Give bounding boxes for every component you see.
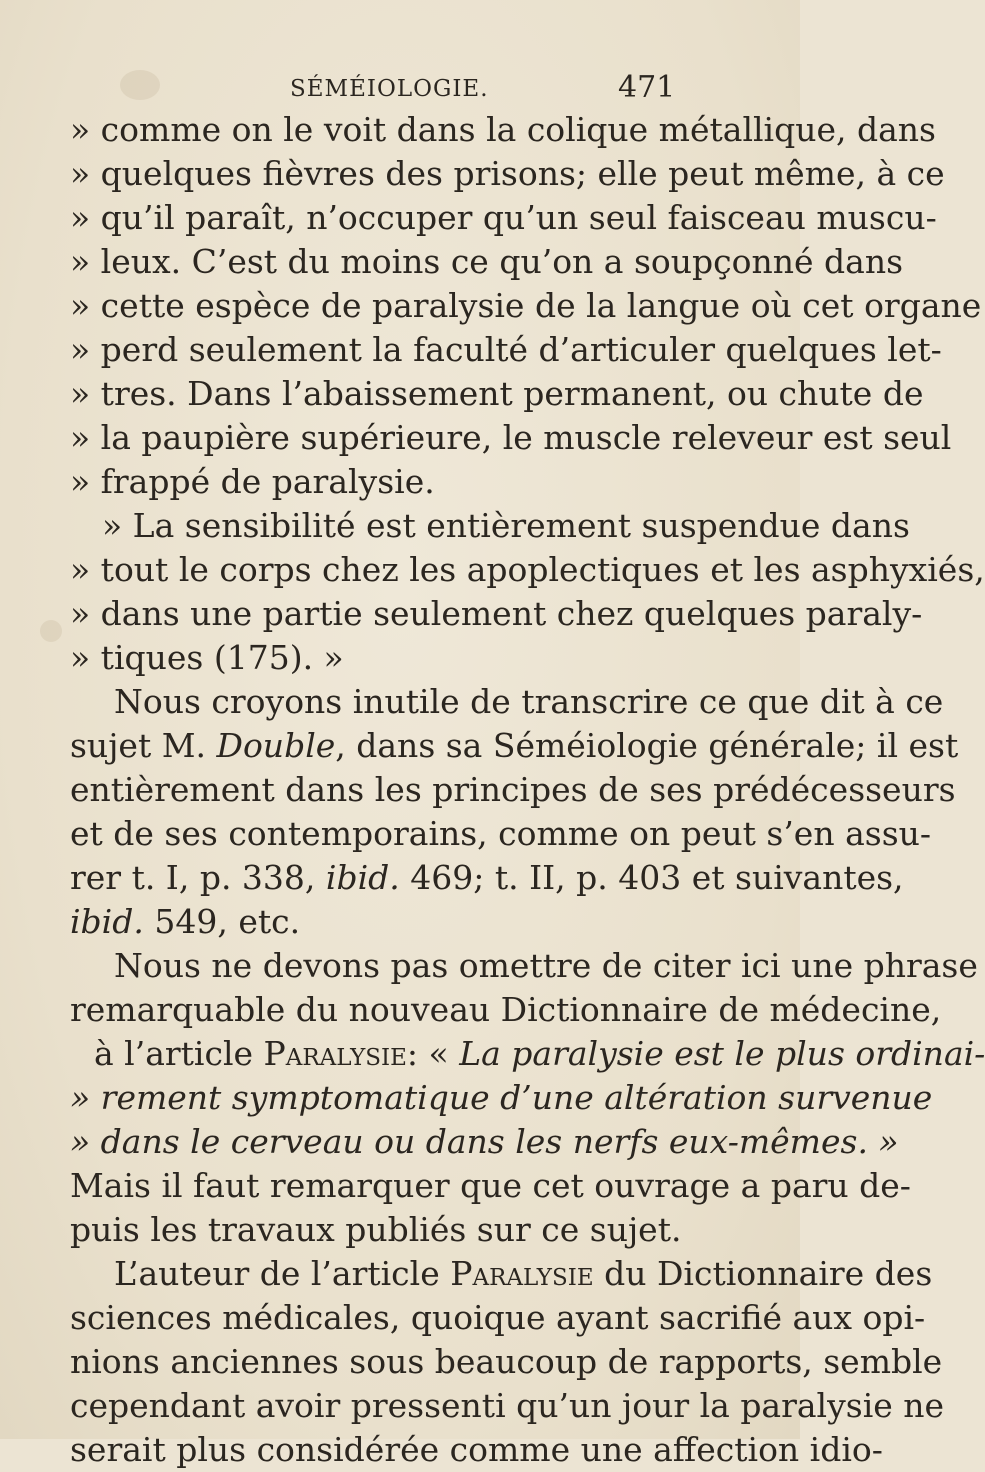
ibid-ref: ibid. bbox=[325, 858, 400, 897]
text-run: à l’article bbox=[94, 1034, 264, 1073]
quotation: » dans le cerveau ou dans les nerfs eux-mêmes. » bbox=[70, 1122, 899, 1161]
paper-stain bbox=[40, 620, 62, 642]
text-run: 549, etc. bbox=[143, 902, 301, 941]
text-line: serait plus considérée comme une affection idio- bbox=[70, 1430, 883, 1469]
text-line bbox=[70, 900, 790, 944]
text-line: remarquable du nouveau Dictionnaire de médecine, bbox=[70, 990, 942, 1029]
text-line: » qu’il paraît, n’occuper qu’un seul faisceau muscu- bbox=[70, 198, 937, 237]
text-line: Nous ne devons pas omettre de citer ici une phrase bbox=[114, 946, 978, 985]
text-line: » tiques (175). » bbox=[70, 638, 344, 677]
text-run: L’auteur de l’article bbox=[114, 1254, 451, 1293]
text-line: Mais il faut remarquer que cet ouvrage a paru de- bbox=[70, 1166, 911, 1205]
text-line bbox=[70, 1032, 985, 1076]
text-line bbox=[70, 1252, 933, 1296]
text-run: , dans sa Séméiologie générale; il est bbox=[335, 726, 959, 765]
text-line bbox=[70, 856, 904, 900]
text-run: rer t. I, p. 338, bbox=[70, 858, 326, 897]
quotation: La paralysie est le plus ordinai- bbox=[459, 1034, 985, 1073]
text-line: » frappé de paralysie. bbox=[70, 462, 435, 501]
text-run: sujet M. bbox=[70, 726, 217, 765]
body-text bbox=[70, 108, 985, 1472]
text-line: puis les travaux publiés sur ce sujet. bbox=[70, 1210, 682, 1249]
text-line: » perd seulement la faculté d’articuler quelques let- bbox=[70, 330, 942, 369]
text-line: » leux. C’est du moins ce qu’on a soupçonné dans bbox=[70, 242, 904, 281]
text-line: nions anciennes sous beaucoup de rapports, semble bbox=[70, 1342, 943, 1381]
text-line: cependant avoir pressenti qu’un jour la paralysie ne bbox=[70, 1386, 945, 1425]
text-run: 469; t. II, p. 403 et suivantes, bbox=[399, 858, 904, 897]
text-line bbox=[70, 1120, 899, 1164]
text-line: » quelques fièvres des prisons; elle peut même, à ce bbox=[70, 154, 945, 193]
article-title: Paralysie bbox=[263, 1034, 407, 1073]
author-name: Double bbox=[216, 726, 336, 765]
text-line: » tout le corps chez les apoplectiques et les asphyxiés, bbox=[70, 550, 985, 589]
text-line: entièrement dans les principes de ses prédécesseurs bbox=[70, 770, 956, 809]
text-line: » La sensibilité est entièrement suspendue dans bbox=[102, 506, 910, 545]
text-line bbox=[70, 1076, 933, 1120]
text-run: du Dictionnaire des bbox=[593, 1254, 933, 1293]
text-line: sciences médicales, quoique ayant sacrifié aux opi- bbox=[70, 1298, 926, 1337]
article-title: Paralysie bbox=[450, 1254, 594, 1293]
text-line: » tres. Dans l’abaissement permanent, ou chute de bbox=[70, 374, 924, 413]
text-line: Nous croyons inutile de transcrire ce que dit à ce bbox=[114, 682, 944, 721]
text-line: » comme on le voit dans la colique métallique, dans bbox=[70, 110, 936, 149]
text-line: » cette espèce de paralysie de la langue où cet organe bbox=[70, 286, 982, 325]
text-run: : « bbox=[406, 1034, 460, 1073]
quotation: » rement symptomatique d’une altération survenue bbox=[70, 1078, 933, 1117]
text-line: et de ses contemporains, comme on peut s’en assu- bbox=[70, 814, 932, 853]
text-line: » dans une partie seulement chez quelques paraly- bbox=[70, 594, 923, 633]
text-line: » la paupière supérieure, le muscle releveur est seul bbox=[70, 418, 952, 457]
page-number: 471 bbox=[618, 70, 676, 105]
text-line bbox=[70, 724, 959, 768]
running-title: SÉMÉIOLOGIE. bbox=[290, 76, 489, 102]
ibid-ref: ibid. bbox=[70, 902, 144, 941]
